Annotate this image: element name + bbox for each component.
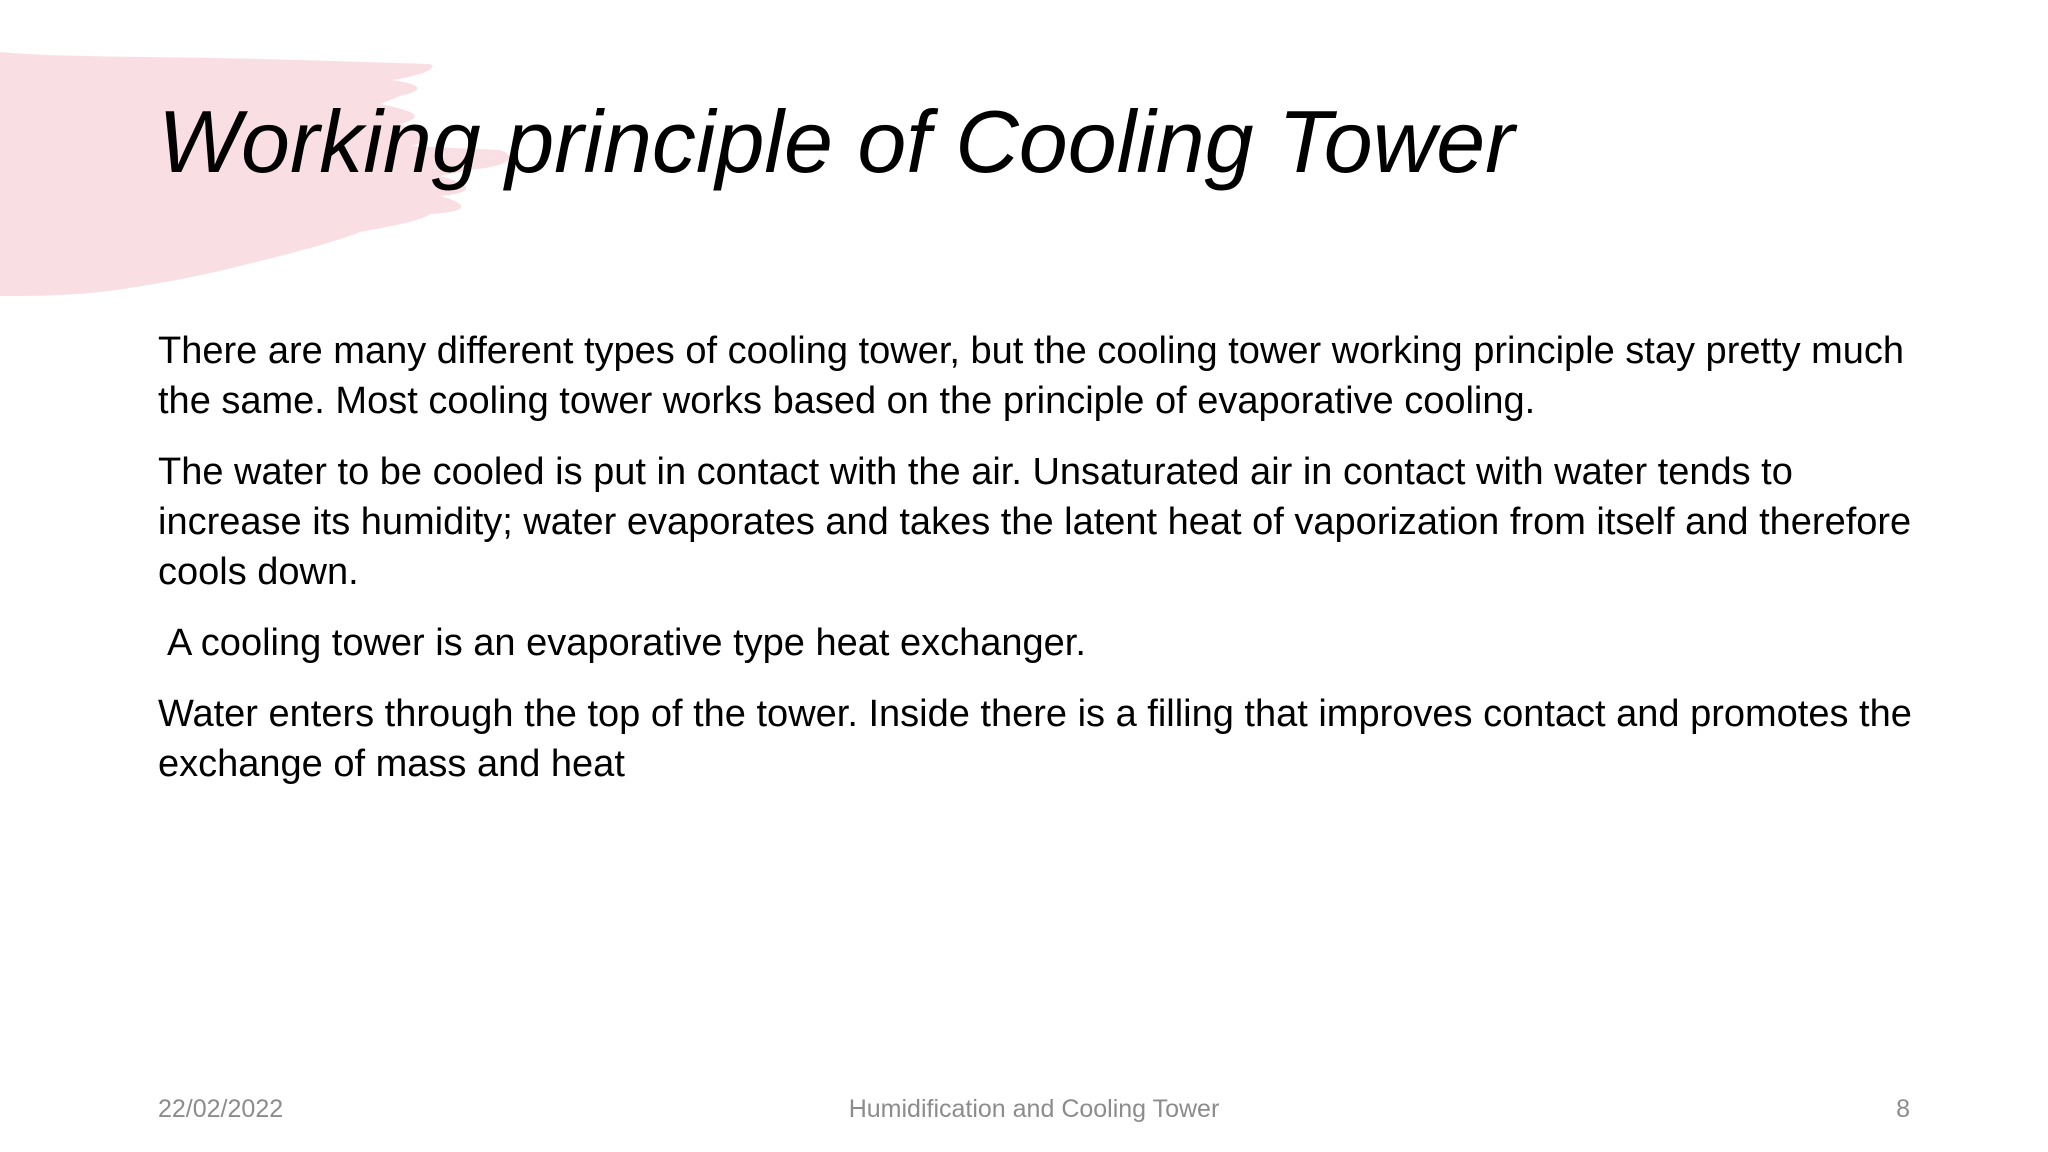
paragraph-4: Water enters through the top of the tower. Inside there is a filling that improves contact and promotes the exchange of mass and heat (158, 693, 1912, 785)
paragraph-1: There are many different types of cooling tower, but the cooling tower working principle stay pretty much the same. Most cooling tower works based on the principle of evaporative cooling. (158, 330, 1905, 422)
slide-title: Working principle of Cooling Tower (158, 92, 1515, 191)
paragraph-3: A cooling tower is an evaporative type heat exchanger. (167, 622, 1086, 664)
slide-body (158, 326, 1918, 810)
footer-date: 22/02/2022 (158, 1095, 284, 1123)
footer-presentation-title: Humidification and Cooling Tower (848, 1095, 1220, 1123)
footer-page-number: 8 (1896, 1095, 1910, 1123)
paragraph-2: The water to be cooled is put in contact with the air. Unsaturated air in contact with water tends to increase its humidity; water evaporates and takes the latent heat of vaporization from itself and therefore cools down. (158, 451, 1912, 593)
